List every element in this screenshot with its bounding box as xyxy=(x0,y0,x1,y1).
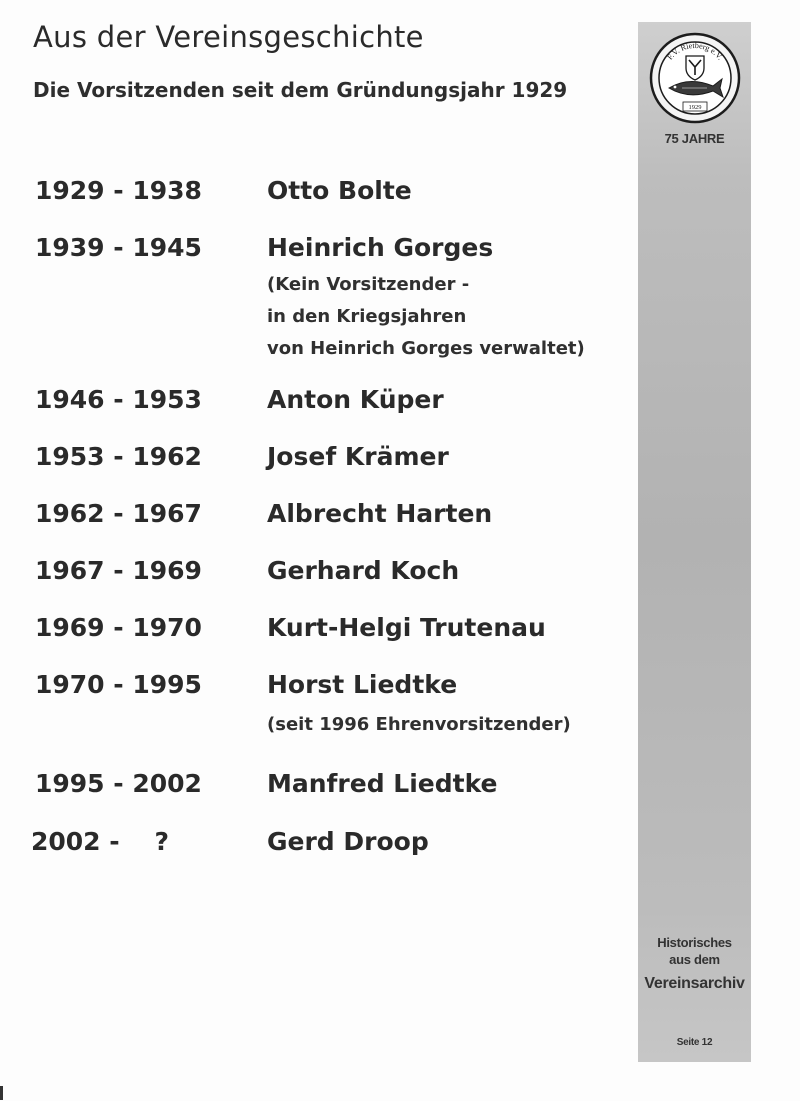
term-years: 1967 - 1969 xyxy=(35,556,202,585)
jubilee-label: 75 JAHRE xyxy=(664,131,725,146)
page-title: Aus der Vereinsgeschichte xyxy=(33,20,424,54)
logo-year: 1929 xyxy=(688,104,702,111)
sidebar-line-historisches: Historisches xyxy=(657,935,732,950)
term-years: 1995 - 2002 xyxy=(35,769,202,798)
chairman-name: Anton Küper xyxy=(267,385,444,414)
chairman-name: Josef Krämer xyxy=(267,442,449,471)
sidebar-line-aus-dem: aus dem xyxy=(669,952,720,967)
chairman-name: Albrecht Harten xyxy=(267,499,493,528)
chairman-name: Gerhard Koch xyxy=(267,556,460,585)
note-line: (Kein Vorsitzender - xyxy=(267,274,470,295)
chairman-note xyxy=(267,709,571,741)
term-years: 1969 - 1970 xyxy=(35,613,202,642)
chairman-note xyxy=(267,269,585,365)
chairman-name: Kurt-Helgi Trutenau xyxy=(267,613,546,642)
chairman-name: Heinrich Gorges xyxy=(267,233,494,262)
note-line: (seit 1996 Ehrenvorsitzender) xyxy=(267,714,571,735)
note-line: von Heinrich Gorges verwaltet) xyxy=(267,338,585,359)
page-number: Seite 12 xyxy=(676,1037,713,1048)
sidebar-band xyxy=(638,22,751,1062)
chairman-name: Gerd Droop xyxy=(267,827,429,856)
logo-ring-text: F.V. Rietberg e.V. xyxy=(665,40,725,62)
term-years: 1929 - 1938 xyxy=(35,176,202,205)
note-line: in den Kriegsjahren xyxy=(267,306,467,327)
term-years: 2002 - ? xyxy=(31,827,169,856)
club-logo xyxy=(649,32,741,124)
term-years: 1939 - 1945 xyxy=(35,233,202,262)
chairman-name: Otto Bolte xyxy=(267,176,412,205)
chairman-name: Horst Liedtke xyxy=(267,670,458,699)
term-years: 1953 - 1962 xyxy=(35,442,202,471)
sidebar-line-vereinsarchiv: Vereinsarchiv xyxy=(644,975,745,992)
chairman-name: Manfred Liedtke xyxy=(267,769,498,798)
term-years: 1970 - 1995 xyxy=(35,670,202,699)
scan-mark xyxy=(0,1086,3,1100)
page-subtitle: Die Vorsitzenden seit dem Gründungsjahr 1929 xyxy=(33,78,568,102)
term-years: 1962 - 1967 xyxy=(35,499,202,528)
term-years: 1946 - 1953 xyxy=(35,385,202,414)
